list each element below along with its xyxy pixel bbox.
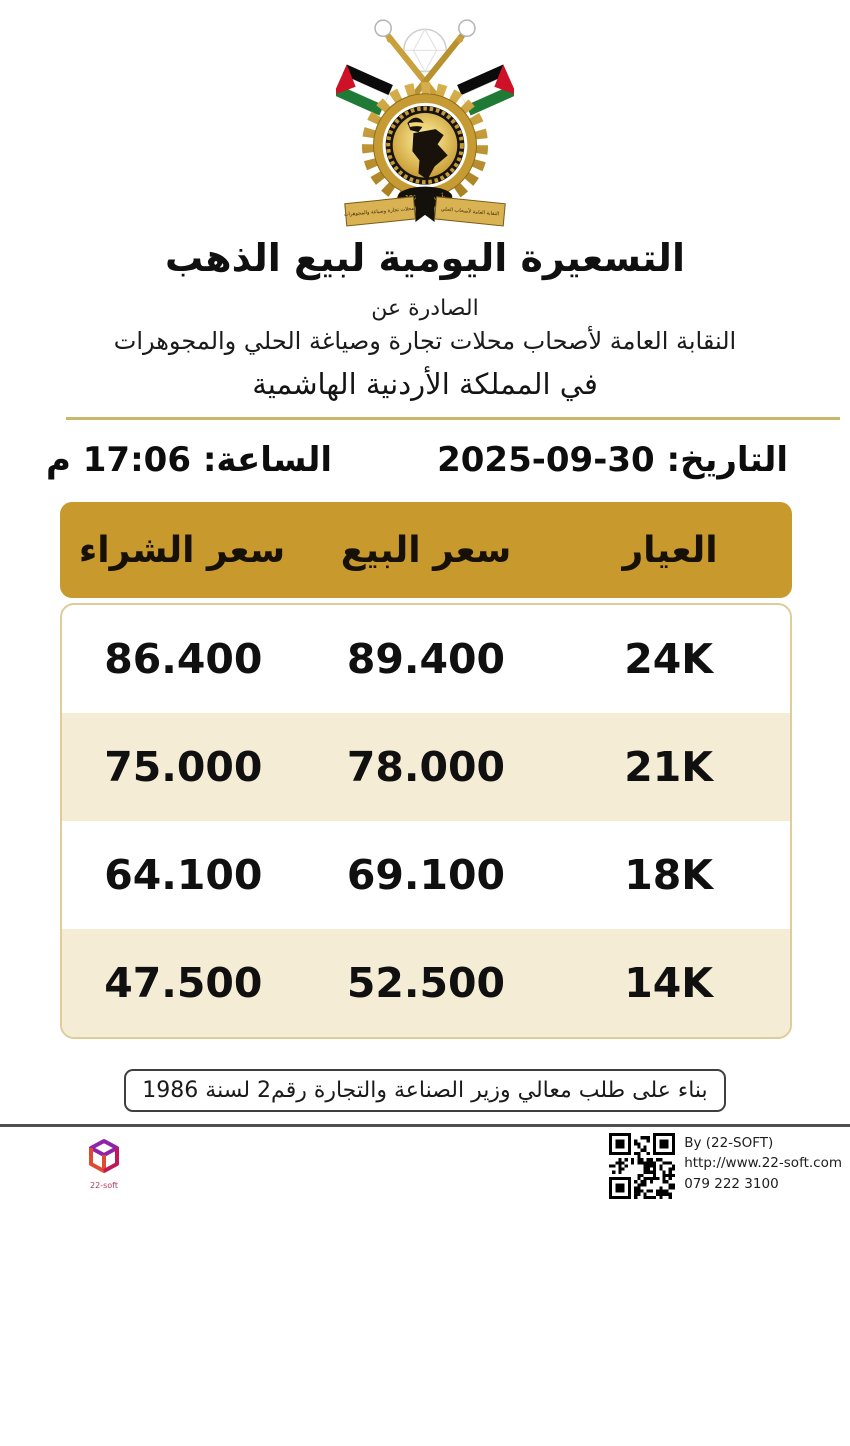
date-label: التاريخ: 30-09-2025 — [437, 440, 788, 480]
column-header-sell: سعر البيع — [340, 529, 512, 571]
karat-value: 24K — [624, 635, 714, 683]
bottom-branding-row — [0, 1127, 850, 1237]
organization-line: النقابة العامة لأصحاب محلات تجارة وصياغة الحلي والمجوهرات — [113, 327, 737, 355]
issued-by-line: الصادرة عن — [371, 296, 479, 321]
sell-price: 69.100 — [346, 851, 506, 899]
karat-value: 14K — [624, 959, 714, 1007]
time-label: الساعة: 17:06 م — [46, 440, 333, 480]
karat-value: 18K — [624, 851, 714, 899]
table-row-24k — [62, 605, 790, 713]
ribbon-banners — [344, 192, 506, 226]
ribbon-left-text: محلات تجارة وصياغة والمجوهرات — [343, 205, 415, 218]
cube-logo-icon — [82, 1137, 126, 1177]
table-row-18k — [62, 821, 790, 929]
emblem-wrap — [0, 0, 850, 232]
vendor-by: By (22-SOFT) — [684, 1135, 774, 1151]
vendor-url: http://www.22-soft.com — [684, 1155, 842, 1172]
gold-price-table — [60, 502, 792, 1039]
qr-code-icon — [609, 1133, 675, 1199]
date-time-row — [0, 440, 850, 480]
karat-value: 21K — [624, 743, 714, 791]
buy-price: 47.500 — [104, 959, 263, 1007]
table-body — [60, 603, 792, 1039]
buy-price: 64.100 — [104, 851, 263, 899]
buy-price: 86.400 — [104, 635, 263, 683]
ministry-note: بناء على طلب معالي وزير الصناعة والتجارة رقم2 لسنة 1986 — [124, 1069, 725, 1112]
table-header — [60, 502, 792, 598]
vendor-block — [609, 1133, 842, 1199]
vendor-phone: 079 222 3100 — [684, 1175, 779, 1192]
soft-logo-caption: 22-soft — [90, 1181, 118, 1190]
soft-company-logo — [80, 1137, 128, 1190]
ribbon-right-text: النقابة العامة لأصحاب الحلي — [440, 206, 500, 218]
country-line: في المملكة الأردنية الهاشمية — [252, 367, 598, 401]
gold-divider — [66, 417, 840, 420]
table-row-14k — [62, 929, 790, 1037]
buy-price: 75.000 — [104, 743, 263, 791]
note-wrap — [0, 1069, 850, 1112]
sell-price: 89.400 — [346, 635, 506, 683]
sell-price: 78.000 — [346, 743, 506, 791]
vendor-text — [684, 1133, 842, 1194]
syndicate-emblem-logo — [336, 6, 514, 228]
page-title: التسعيرة اليومية لبيع الذهب — [165, 236, 685, 280]
table-row-21k — [62, 713, 790, 821]
sell-price: 52.500 — [346, 959, 506, 1007]
column-header-karat: العيار — [622, 529, 718, 571]
column-header-buy: سعر الشراء — [78, 529, 286, 571]
